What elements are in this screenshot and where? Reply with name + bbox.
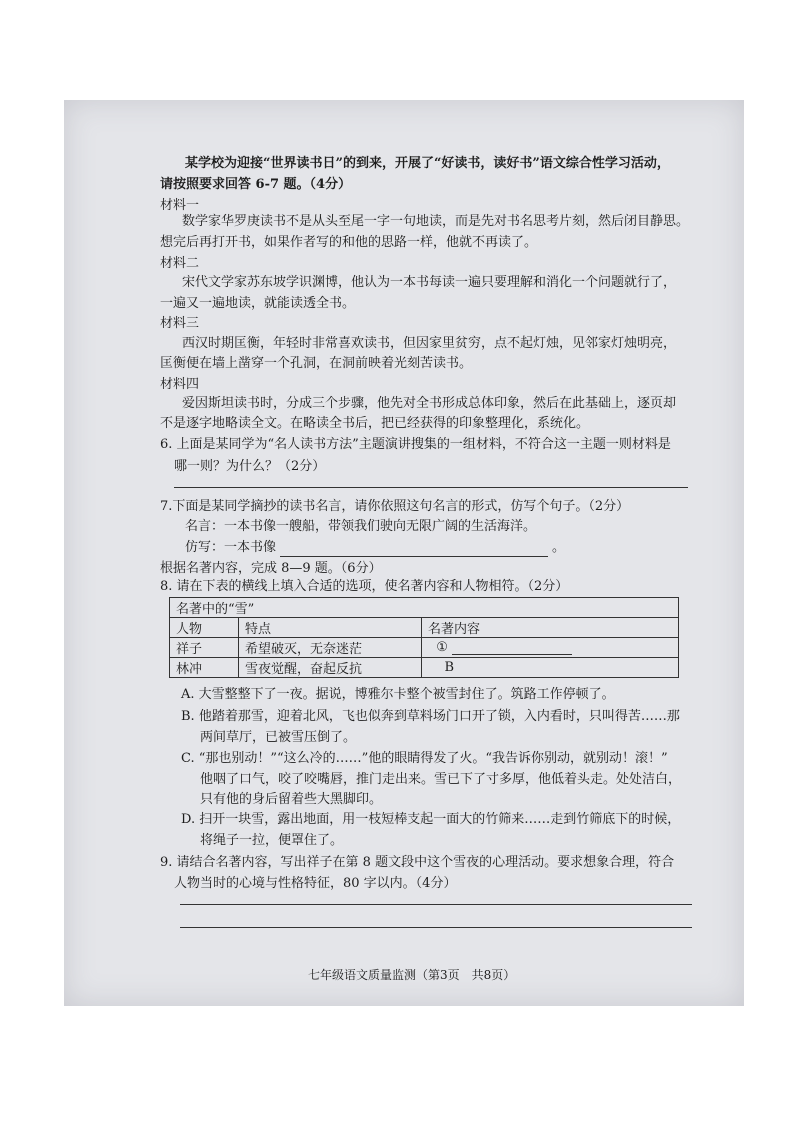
table-cell-content [422,658,679,678]
answer-line-q9[interactable] [180,904,692,905]
material-text: 西汉时期匡衡，年轻时非常喜欢读书，但因家里贫穷，点不起灯烛，见邻家灯烛明亮， [182,336,677,351]
intro-line-2: 请按照要求回答 6-7 题。（4分） [160,177,352,192]
imitate-answer-blank[interactable] [280,543,548,557]
question-7-quote: 名言：一本书像一艘船，带领我们驶向无限广阔的生活海洋。 [185,519,537,534]
material-text: 想完后再打开书，如果作者写的和他的思路一样，他就不再读了。 [160,235,538,250]
question-9-line-1: 9. 请结合名著内容，写出祥子在第 8 题文段中这个雪夜的心理活动。要求想象合理，符合 [160,855,675,870]
intro-line-1: 某学校为迎接“世界读书日”的到来，开展了“好读书，读好书”语文综合性学习活动， [185,156,670,171]
table-cell-trait: 雪夜觉醒，奋起反抗 [239,658,422,678]
answer-line-q9[interactable] [180,927,692,928]
material-text: 宋代文学家苏东坡学识渊博，他认为一本书每读一遍只要理解和消化一个问题就行了， [182,275,677,290]
material-text: 一遍又一遍地读，就能读透全书。 [160,296,356,311]
question-8-table [169,597,679,678]
table-cell-content [422,638,679,658]
question-7-imitate [185,539,565,557]
option-b-cont: 两间草厅，已被雪压倒了。 [200,730,357,745]
content-label: B [444,660,455,675]
page-footer: 七年级语文质量监测（第3页 共8页） [308,968,516,982]
material-text: 数学家华罗庚读书不是从头至尾一字一句地读，而是先对书名思考片刻，然后闭目静思。 [182,214,690,229]
material-text: 不是逐字地略读全文。在略读全书后，把已经获得的印象整理化，系统化。 [160,416,590,431]
table-cell-trait: 希望破灭，无奈迷茫 [239,638,422,658]
option-d-cont: 将绳子一拉，便罩住了。 [200,833,344,848]
material-text: 匡衡便在墙上凿穿一个孔洞，在洞前映着光刻苦读书。 [160,356,473,371]
table-header-content: 名著内容 [422,618,679,638]
material-title: 材料三 [160,316,200,331]
question-8-line-1: 8. 请在下表的横线上填入合适的选项，使名著内容和人物相符。（2分） [160,579,569,594]
material-text: 爱因斯坦读书时，分成三个步骤，他先对全书形成总体印象，然后在此基础上，逐页却 [182,396,677,411]
option-d: D. 扫开一块雪，露出地面，用一枝短棒支起一面大的竹筛来……走到竹筛底下的时候， [181,812,681,827]
imitate-prefix: 仿写：一本书像 [185,540,277,555]
table-title: 名著中的“雪” [170,598,679,618]
answer-line-q6[interactable] [174,487,688,488]
option-b: B. 他踏着那雪，迎着北风，飞也似奔到草料场门口开了锁，入内看时，只叫得苦……那 [181,709,680,724]
question-7-line-1: 7.下面是某同学摘抄的读书名言，请你依照这句名言的形式，仿写个句子。（2分） [160,499,630,514]
option-a: A. 大雪整整下了一夜。据说，博雅尔卡整个被雪封住了。筑路工作停顿了。 [181,687,615,702]
table-row [170,638,679,658]
material-title: 材料四 [160,377,200,392]
content-answer-blank[interactable] [452,640,572,655]
material-title: 材料一 [160,198,200,213]
content-label: ① [436,640,448,655]
question-6-line-1: 6. 上面是某同学为“名人读书方法”主题演讲搜集的一组材料，不符合这一主题一则材料是 [160,437,671,452]
option-c: C. “那也别动！”“这么冷的……”他的眼睛得发了火。“我告诉你别动，就别动！滚！” [181,751,668,766]
table-header-person: 人物 [170,618,239,638]
table-header-trait: 特点 [239,618,422,638]
question-6-line-2: 哪一则？为什么？（2分） [174,459,326,474]
option-c-cont: 他咽了口气，咬了咬嘴唇，推门走出来。雪已下了寸多厚，他低着头走。处处洁白， [200,772,682,787]
material-title: 材料二 [160,256,200,271]
table-cell-person: 林冲 [170,658,239,678]
table-cell-person: 祥子 [170,638,239,658]
section-heading: 根据名著内容，完成 8—9 题。（6分） [160,561,382,576]
table-row [170,658,679,678]
question-9-line-2: 人物当时的心境与性格特征，80 字以内。（4分） [174,876,457,891]
imitate-end: 。 [552,540,566,555]
option-c-cont: 只有他的身后留着些大黑脚印。 [200,792,383,807]
